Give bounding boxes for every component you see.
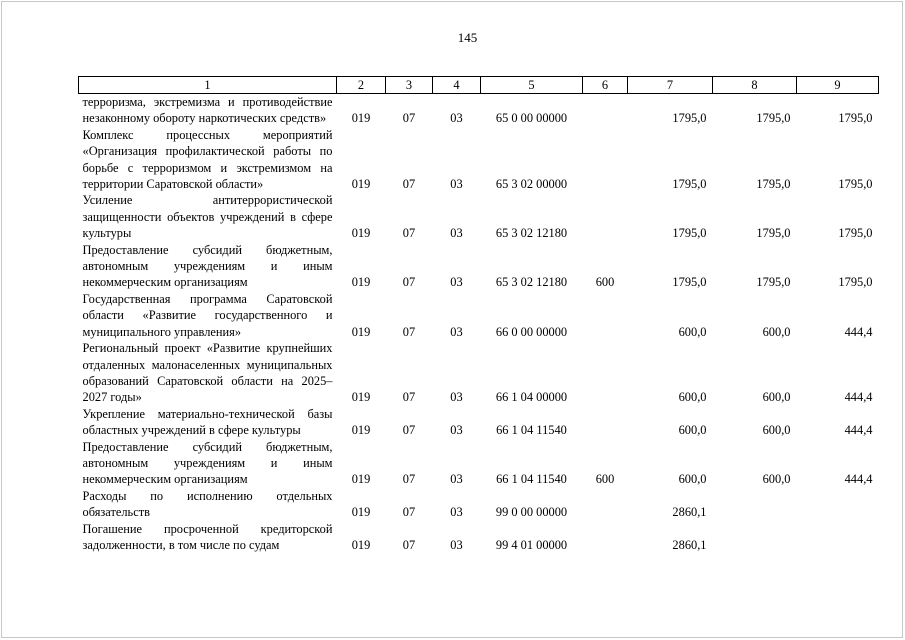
row-target: 66 0 00 00000 xyxy=(495,324,568,339)
row-target: 99 4 01 00000 xyxy=(495,537,568,552)
row-name: Предоставление субсидий бюджетным, автономным учреждениям и иным некоммерческим организациям xyxy=(82,439,333,487)
row-ministry: 019 xyxy=(351,537,371,552)
row-ministry: 019 xyxy=(351,226,371,241)
table-row xyxy=(79,94,879,127)
row-expense-type xyxy=(583,488,628,521)
row-expense-type xyxy=(583,192,628,241)
row-value-2: 600,0 xyxy=(762,472,791,487)
row-expense-type xyxy=(583,94,628,127)
row-subsection: 03 xyxy=(450,324,463,339)
row-value-2: 1795,0 xyxy=(756,111,791,126)
row-value-2: 1795,0 xyxy=(756,275,791,290)
table-row xyxy=(79,340,879,406)
table-row xyxy=(79,406,879,439)
row-name: Усиление антитеррористической защищенности объектов учреждений в сфере культуры xyxy=(82,193,333,241)
row-value-1: 2860,1 xyxy=(672,505,707,520)
table-row xyxy=(79,242,879,291)
row-section: 07 xyxy=(402,111,416,126)
row-section: 07 xyxy=(402,275,416,290)
table-row xyxy=(79,192,879,241)
row-ministry: 019 xyxy=(351,324,371,339)
row-subsection: 03 xyxy=(450,390,463,405)
header-col-5: 5 xyxy=(481,77,583,94)
row-target: 65 3 02 12180 xyxy=(495,226,568,241)
row-section: 07 xyxy=(402,537,416,552)
row-value-1: 600,0 xyxy=(678,472,707,487)
row-name: Комплекс процессных мероприятий «Организация профилактической работы по борьбе с терроризмом и экстремизмом на территории Саратовской области» xyxy=(82,127,333,192)
row-target: 66 1 04 00000 xyxy=(495,390,568,405)
row-name: Расходы по исполнению отдельных обязательств xyxy=(82,488,333,520)
row-value-3 xyxy=(797,488,879,521)
table-row xyxy=(79,488,879,521)
row-value-2: 1795,0 xyxy=(756,226,791,241)
row-expense-type xyxy=(583,521,628,554)
row-section: 07 xyxy=(402,324,416,339)
row-section: 07 xyxy=(402,177,416,192)
row-value-1: 1795,0 xyxy=(672,177,707,192)
budget-table xyxy=(78,76,879,553)
row-target: 65 0 00 00000 xyxy=(495,111,568,126)
row-ministry: 019 xyxy=(351,423,371,438)
row-subsection: 03 xyxy=(450,505,463,520)
row-subsection: 03 xyxy=(450,537,463,552)
row-value-1: 600,0 xyxy=(678,324,707,339)
row-section: 07 xyxy=(402,505,416,520)
row-target: 66 1 04 11540 xyxy=(496,423,567,438)
row-subsection: 03 xyxy=(450,423,463,438)
row-value-3: 1795,0 xyxy=(838,111,873,126)
table-row xyxy=(79,521,879,554)
row-subsection: 03 xyxy=(450,472,463,487)
row-ministry: 019 xyxy=(351,390,371,405)
row-expense-type: 600 xyxy=(595,472,615,487)
header-col-4: 4 xyxy=(433,77,481,94)
row-section: 07 xyxy=(402,423,416,438)
table-header-row xyxy=(79,77,879,94)
header-col-6: 6 xyxy=(583,77,628,94)
row-subsection: 03 xyxy=(450,177,463,192)
row-expense-type: 600 xyxy=(595,275,615,290)
header-col-3: 3 xyxy=(386,77,433,94)
row-value-1: 1795,0 xyxy=(672,275,707,290)
row-target: 66 1 04 11540 xyxy=(496,472,567,487)
table-row xyxy=(79,439,879,488)
row-expense-type xyxy=(583,406,628,439)
row-expense-type xyxy=(583,127,628,193)
row-value-1: 1795,0 xyxy=(672,226,707,241)
row-value-2: 600,0 xyxy=(762,390,791,405)
header-col-1: 1 xyxy=(79,77,337,94)
row-ministry: 019 xyxy=(351,177,371,192)
row-subsection: 03 xyxy=(450,275,463,290)
row-value-2 xyxy=(713,488,797,521)
row-name: Погашение просроченной кредиторской задолженности, в том числе по судам xyxy=(82,521,333,552)
row-value-1: 600,0 xyxy=(678,423,707,438)
row-ministry: 019 xyxy=(351,111,371,126)
table-row xyxy=(79,127,879,193)
row-value-1: 2860,1 xyxy=(672,537,707,552)
row-value-3: 1795,0 xyxy=(838,275,873,290)
row-name: Предоставление субсидий бюджетным, автономным учреждениям и иным некоммерческим организациям xyxy=(82,242,333,290)
row-value-3: 1795,0 xyxy=(838,177,873,192)
row-value-3 xyxy=(797,521,879,554)
row-value-1: 600,0 xyxy=(678,390,707,405)
page-number: 145 xyxy=(457,30,478,45)
row-ministry: 019 xyxy=(351,275,371,290)
row-target: 65 3 02 12180 xyxy=(495,275,568,290)
row-name: Региональный проект «Развитие крупнейших отдаленных малонаселенных муниципальных образований Саратовской области на 2025–2027 годы» xyxy=(82,341,333,405)
row-value-3: 444,4 xyxy=(844,390,873,405)
row-value-3: 1795,0 xyxy=(838,226,873,241)
header-col-7: 7 xyxy=(628,77,713,94)
row-subsection: 03 xyxy=(450,111,463,126)
row-value-3: 444,4 xyxy=(844,324,873,339)
row-name: Государственная программа Саратовской области «Развитие государственного и муниципального управления» xyxy=(82,291,333,339)
row-target: 99 0 00 00000 xyxy=(495,505,568,520)
row-expense-type xyxy=(583,340,628,406)
row-section: 07 xyxy=(402,472,416,487)
row-ministry: 019 xyxy=(351,472,371,487)
header-col-8: 8 xyxy=(713,77,797,94)
row-value-2: 600,0 xyxy=(762,324,791,339)
row-value-2: 1795,0 xyxy=(756,177,791,192)
row-name: Укрепление материально-технической базы областных учреждений в сфере культуры xyxy=(82,406,333,438)
row-value-3: 444,4 xyxy=(844,472,873,487)
table-row xyxy=(79,291,879,340)
row-value-3: 444,4 xyxy=(844,423,873,438)
row-name: терроризма, экстремизма и противодействие незаконному обороту наркотических средств» xyxy=(82,95,333,126)
row-ministry: 019 xyxy=(351,505,371,520)
header-col-2: 2 xyxy=(337,77,386,94)
row-expense-type xyxy=(583,291,628,340)
row-value-2 xyxy=(713,521,797,554)
row-target: 65 3 02 00000 xyxy=(495,177,568,192)
header-col-9: 9 xyxy=(797,77,879,94)
row-value-2: 600,0 xyxy=(762,423,791,438)
row-section: 07 xyxy=(402,226,416,241)
row-section: 07 xyxy=(402,390,416,405)
row-value-1: 1795,0 xyxy=(672,111,707,126)
row-subsection: 03 xyxy=(450,226,463,241)
